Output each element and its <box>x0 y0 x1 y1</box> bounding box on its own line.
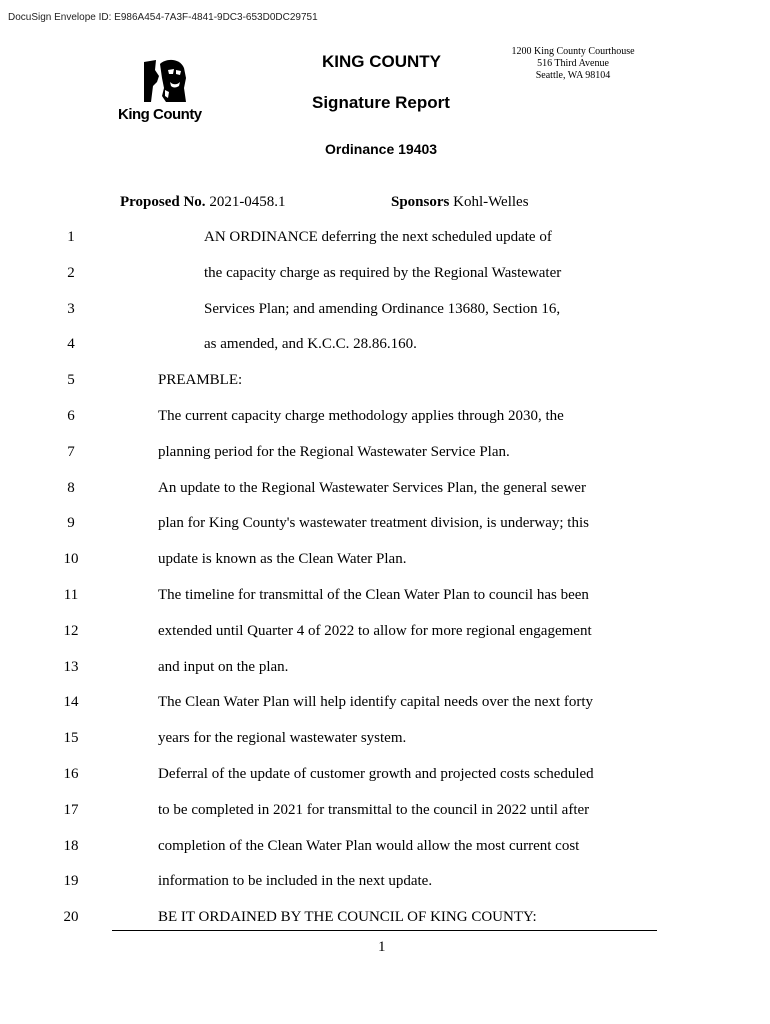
document-line <box>0 587 770 607</box>
document-line <box>0 802 770 822</box>
line-text: AN ORDINANCE deferring the next scheduled update of <box>204 229 552 245</box>
line-text: years for the regional wastewater system. <box>158 730 407 747</box>
line-text: extended until Quarter 4 of 2022 to allow for more regional engagement <box>158 622 592 639</box>
line-text: The current capacity charge methodology applies through 2030, the <box>158 408 564 424</box>
sponsors-value: Kohl-Welles <box>453 194 529 210</box>
document-line <box>0 766 770 786</box>
page-number: 1 <box>378 939 386 955</box>
line-number: 2 <box>67 264 75 281</box>
line-text: information to be included in the next update. <box>158 873 433 890</box>
line-text: as amended, and K.C.C. 28.86.160. <box>204 336 417 353</box>
king-county-logo <box>118 58 214 128</box>
line-number: 12 <box>63 622 79 639</box>
line-number: 13 <box>63 658 79 675</box>
line-number: 9 <box>67 515 75 532</box>
document-line <box>0 694 770 714</box>
document-line <box>0 515 770 535</box>
docusign-envelope-id: DocuSign Envelope ID: E986A454-7A3F-4841-9DC3-653D0DC29751 <box>8 12 318 23</box>
line-number: 20 <box>63 909 79 926</box>
document-line <box>0 909 770 929</box>
document-line <box>0 265 770 285</box>
line-text: An update to the Regional Wastewater Services Plan, the general sewer <box>158 479 586 496</box>
line-number: 3 <box>67 300 75 317</box>
document-line <box>0 301 770 321</box>
line-number: 18 <box>63 837 79 854</box>
document-line <box>0 229 770 249</box>
proposed-number <box>120 194 286 211</box>
ordinance-number: Ordinance 19403 <box>325 141 438 157</box>
line-number: 7 <box>67 443 75 460</box>
document-line <box>0 659 770 679</box>
line-number: 4 <box>67 336 75 353</box>
line-text: to be completed in 2021 for transmittal to the council in 2022 until after <box>158 801 590 818</box>
document-line <box>0 838 770 858</box>
address-line: 1200 King County Courthouse <box>511 46 635 57</box>
line-text: The timeline for transmittal of the Clean Water Plan to council has been <box>158 587 589 603</box>
line-text: Services Plan; and amending Ordinance 13680, Section 16, <box>204 300 561 317</box>
line-number: 11 <box>63 587 79 603</box>
proposed-value: 2021-0458.1 <box>209 194 286 210</box>
proposed-label: Proposed No. <box>120 194 206 210</box>
document-line <box>0 551 770 571</box>
address-line: 516 Third Avenue <box>537 58 609 69</box>
line-text: BE IT ORDAINED BY THE COUNCIL OF KING COUNTY: <box>158 909 537 926</box>
line-text: update is known as the Clean Water Plan. <box>158 551 407 568</box>
document-line <box>0 480 770 500</box>
king-county-logo-icon <box>142 58 188 104</box>
document-line <box>0 873 770 893</box>
document-line <box>0 408 770 428</box>
document-line <box>0 623 770 643</box>
line-number: 8 <box>67 479 75 496</box>
line-text: Deferral of the update of customer growth and projected costs scheduled <box>158 766 594 782</box>
report-title: Signature Report <box>312 93 450 112</box>
sponsors-label: Sponsors <box>391 194 450 210</box>
line-number: 14 <box>63 694 79 711</box>
document-line <box>0 444 770 464</box>
address-line: Seattle, WA 98104 <box>535 70 611 81</box>
line-text: the capacity charge as required by the Regional Wastewater <box>204 264 562 281</box>
sponsors <box>391 194 529 211</box>
line-number: 6 <box>67 408 75 424</box>
line-text: completion of the Clean Water Plan would allow the most current cost <box>158 837 580 854</box>
line-number: 1 <box>67 229 75 245</box>
line-number: 16 <box>63 766 79 782</box>
document-line <box>0 372 770 392</box>
line-number: 19 <box>63 873 79 890</box>
line-text: plan for King County's wastewater treatment division, is underway; this <box>158 515 589 532</box>
document-line <box>0 730 770 750</box>
line-number: 5 <box>67 372 75 389</box>
line-text: and input on the plan. <box>158 658 289 675</box>
line-text: planning period for the Regional Wastewater Service Plan. <box>158 443 510 460</box>
line-text: The Clean Water Plan will help identify capital needs over the next forty <box>158 694 594 711</box>
address-block <box>508 46 638 82</box>
logo-text: King County <box>118 106 202 123</box>
line-number: 17 <box>63 801 79 818</box>
line-text: PREAMBLE: <box>158 372 243 389</box>
footer-rule <box>112 930 657 931</box>
document-line <box>0 336 770 356</box>
line-number: 15 <box>63 730 79 747</box>
line-number: 10 <box>63 551 79 568</box>
county-title: KING COUNTY <box>322 52 441 71</box>
